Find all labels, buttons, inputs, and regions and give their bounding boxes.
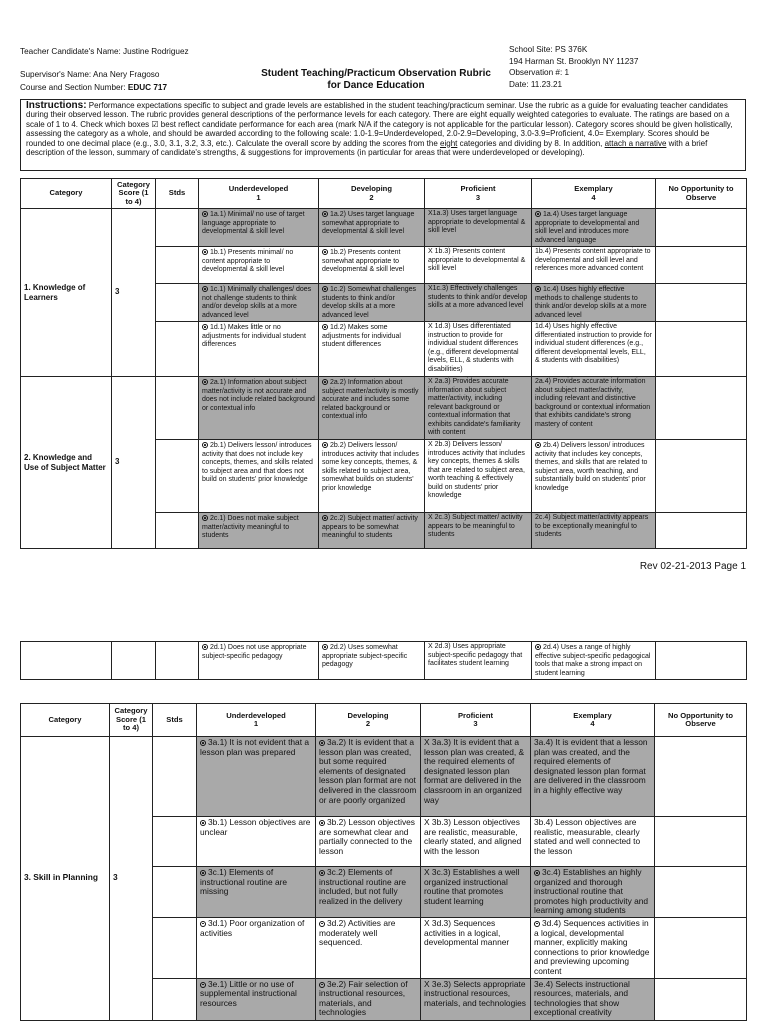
- course-label: Course and Section Number:: [20, 83, 126, 92]
- col-proficient: [421, 704, 531, 737]
- bullet-icon: [322, 249, 328, 255]
- bullet-icon: [322, 211, 328, 217]
- rubric-cell: [531, 737, 655, 817]
- rubric-cell: [532, 322, 656, 377]
- no-opportunity-cell: [656, 247, 747, 284]
- rubric-cell: [199, 377, 319, 440]
- criterion-1b1: 1b.1) Presents minimal/ no content appropriate to developmental & skill level: [202, 249, 294, 273]
- rubric-continuation-table: [20, 641, 747, 680]
- col-exemplary: [532, 179, 656, 209]
- stds-cell: [153, 867, 197, 918]
- criterion-2c4: 2c.4) Subject matter/activity appears to be exceptionally meaningful to students: [535, 514, 649, 538]
- instructions-text-2: categories and dividing by 8. In addition,: [457, 138, 605, 148]
- rubric-cell: [197, 867, 316, 918]
- table-row: [21, 642, 747, 680]
- proficient-label: Proficient: [457, 710, 494, 720]
- col-no-opportunity: No Opportunity to Observe: [655, 704, 747, 737]
- stds-cell: [156, 284, 199, 322]
- rubric-cell: [319, 322, 425, 377]
- bullet-icon: [322, 286, 328, 292]
- course-section: [20, 81, 167, 94]
- observation-date: Date: 11.23.21: [509, 79, 563, 89]
- bullet-icon: [322, 515, 328, 521]
- rubric-cell: [531, 817, 655, 867]
- criterion-3b4: 3b.4) Lesson objectives are realistic, measurable, clearly stated and well connected to the lesson: [534, 817, 641, 856]
- rubric-cell: [319, 642, 425, 680]
- rubric-cell: [199, 642, 319, 680]
- bullet-icon: [202, 442, 208, 448]
- rubric-cell: [532, 209, 656, 247]
- bullet-icon: [535, 211, 541, 217]
- school-info: [509, 44, 638, 90]
- rubric-cell: [421, 867, 531, 918]
- rubric-cell: [316, 978, 421, 1020]
- criterion-3c3: X 3c.3) Establishes a well organized instructional routine that promotes student learning: [424, 867, 520, 906]
- bullet-icon: [200, 870, 206, 876]
- col-category: Category: [21, 704, 110, 737]
- bullet-icon: [535, 442, 541, 448]
- category-2-name: 2. Knowledge and Use of Subject Matter: [21, 377, 112, 549]
- criterion-3c4: 3c.4) Establishes an highly organized and thorough instructional routine that promotes high productivity and learning among students: [534, 867, 649, 916]
- rubric-cell: [319, 377, 425, 440]
- no-opportunity-cell: [655, 817, 747, 867]
- criterion-1c1: 1c.1) Minimally challenges/ does not challenge students to think and/or develop skills at a more advanced level: [202, 286, 312, 319]
- criterion-1b4: 1b.4) Presents content appropriate to developmental and skill level and references more advanced content: [535, 248, 651, 272]
- criterion-1d4: 1d.4) Uses highly effective differentiated instruction to provide for individual student differences (e.g., different developmental levels, ELL, & students with disabilities): [535, 323, 652, 364]
- bullet-icon: [202, 379, 208, 385]
- no-opportunity-cell: [656, 440, 747, 513]
- rubric-cell: [199, 322, 319, 377]
- criterion-1d1: 1d.1) Makes little or no adjustments for individual student differences: [202, 324, 306, 348]
- criterion-2b2: 2b.2) Delivers lesson/ introduces activity that includes some key concepts, themes, & skills related to subject area, somewhat builds on students' prior knowledge: [322, 442, 419, 492]
- criterion-3a1: 3a.1) It is not evident that a lesson plan was prepared: [200, 737, 310, 757]
- table-row: [21, 209, 747, 247]
- bullet-icon: [319, 820, 325, 826]
- category-2-score: 3: [112, 377, 156, 549]
- page-footer: Rev 02-21-2013 Page 1: [639, 561, 746, 572]
- exemplary-num: 4: [591, 192, 596, 202]
- col-proficient: [425, 179, 532, 209]
- criterion-1d2: 1d.2) Makes some adjustments for individual student differences: [322, 324, 401, 348]
- criterion-2c2: 2c.2) Subject matter/ activity appears to be somewhat meaningful to students: [322, 515, 418, 539]
- underdeveloped-label: Underdeveloped: [228, 184, 289, 194]
- rubric-cell: [421, 917, 531, 978]
- instructions-label: Instructions:: [26, 100, 87, 111]
- rubric-cell: [425, 377, 532, 440]
- col-underdeveloped: [199, 179, 319, 209]
- col-score: Category Score (1 to 4): [112, 179, 156, 209]
- underdeveloped-num: 1: [253, 719, 259, 728]
- criterion-3d4: 3d.4) Sequences activities in a logical, developmental manner, explicitly making connections to prior knowledge and previewing upcoming content: [534, 917, 650, 976]
- no-opportunity-cell: [656, 377, 747, 440]
- bullet-icon: [202, 324, 208, 330]
- criterion-1a3: X1a.3) Uses target language appropriate to developmental & skill level: [428, 210, 526, 234]
- rubric-cell: [532, 284, 656, 322]
- table-header-row: [21, 179, 747, 209]
- stds-cell: [156, 513, 199, 549]
- no-opportunity-cell: [655, 867, 747, 918]
- bullet-icon: [202, 515, 208, 521]
- category-1-name: 1. Knowledge of Learners: [21, 209, 112, 377]
- bullet-icon: [319, 870, 325, 876]
- col-underdeveloped: [197, 704, 316, 737]
- bullet-icon: [200, 982, 206, 988]
- stds-cell: [156, 440, 199, 513]
- criterion-3b3: X 3b.3) Lesson objectives are realistic, measurable, clearly stated, and aligned with the lesson: [424, 817, 522, 856]
- criterion-1a1: 1a.1) Minimal/ no use of target language appropriate to developmental & skill level: [202, 211, 305, 235]
- rubric-cell: [319, 440, 425, 513]
- rubric-cell: [532, 642, 656, 680]
- stds-cell: [156, 322, 199, 377]
- rubric-cell: [425, 513, 532, 549]
- instructions-text-3: with a brief description of the lesson, summary of candidate's strengths, & suggestions for improvements (in particular for areas that were underdeveloped or developing).: [26, 138, 708, 158]
- criterion-2a3: X 2a.3) Provides accurate information about subject matter/activity, including relevant background or contextual information that exhibits candidate's familiarity with content: [428, 378, 521, 436]
- rubric-cell: [316, 917, 421, 978]
- rubric-cell: [425, 284, 532, 322]
- criterion-3d3: X 3d.3) Sequences activities in a logical, developmental manner: [424, 917, 510, 948]
- proficient-num: 3: [473, 719, 478, 728]
- col-stds: Stds: [153, 704, 197, 737]
- bullet-icon: [202, 644, 208, 650]
- rubric-cell: [532, 513, 656, 549]
- criterion-2d1: 2d.1) Does not use appropriate subject-specific pedagogy: [202, 644, 307, 660]
- criterion-2b3: X 2b.3) Delivers lesson/ introduces activity that includes key concepts, themes & skills that are related to subject area, worth teaching & effectively build on students' prior knowledge: [428, 441, 525, 499]
- rubric-cell: [421, 737, 531, 817]
- criterion-1d3: X 1d.3) Uses differentiated instruction to provide for individual student differences (e.g., different developmental levels, ELL, & students with disabilities): [428, 323, 519, 373]
- instructions-eight: eight: [440, 138, 458, 148]
- school-address: 194 Harman St. Brooklyn NY 11237: [509, 56, 639, 66]
- rubric-cell: [421, 978, 531, 1020]
- criterion-3d2: 3d.2) Activities are moderately well sequenced.: [319, 917, 396, 948]
- rubric-cell: [425, 642, 532, 680]
- no-opportunity-cell: [655, 737, 747, 817]
- criterion-3d1: 3d.1) Poor organization of activities: [200, 917, 305, 938]
- criterion-1c3: X1c.3) Effectively challenges students to think and/or develop skills at a more advanced level: [428, 285, 528, 309]
- bullet-icon: [202, 249, 208, 255]
- stds-cell: [153, 817, 197, 867]
- criterion-3e4: 3e.4) Selects instructional resources, materials, and technologies that show exceptional creativity: [534, 978, 630, 1018]
- col-no-opportunity: No Opportunity to Observe: [656, 179, 747, 209]
- rubric-cell: [531, 867, 655, 918]
- stds-cell: [156, 377, 199, 440]
- criterion-2a1: 2a.1) Information about subject matter/activity is not accurate and does not include related background or contextual info: [202, 379, 315, 412]
- rubric-cell: [316, 737, 421, 817]
- bullet-icon: [535, 286, 541, 292]
- criterion-3e1: 3e.1) Little or no use of supplemental instructional resources: [200, 978, 297, 1008]
- stds-cell: [153, 917, 197, 978]
- observation-number: Observation #: 1: [509, 68, 570, 77]
- developing-num: 2: [365, 719, 371, 728]
- no-opportunity-cell: [656, 513, 747, 549]
- course-code: EDUC 717: [127, 83, 168, 92]
- rubric-cell: [319, 284, 425, 322]
- no-opportunity-cell: [655, 917, 747, 978]
- underdeveloped-num: 1: [256, 192, 261, 202]
- col-stds: Stds: [156, 179, 199, 209]
- developing-label: Developing: [351, 184, 392, 194]
- supervisor-name: Supervisor's Name: Ana Nery Fragoso: [20, 70, 160, 79]
- bullet-icon: [200, 740, 206, 746]
- rubric-cell: [319, 513, 425, 549]
- criterion-1a2: 1a.2) Uses target language somewhat appropriate to developmental & skill level: [322, 211, 415, 235]
- rubric-cell: [425, 440, 532, 513]
- no-opportunity-cell: [656, 322, 747, 377]
- col-exemplary: [531, 704, 655, 737]
- bullet-icon: [535, 644, 541, 650]
- rubric-cell: [199, 284, 319, 322]
- bullet-icon: [322, 379, 328, 385]
- criterion-3e2: 3e.2) Fair selection of instructional resources, materials, and technologies: [319, 978, 408, 1018]
- criterion-3a4: 3a.4) It is evident that a lesson plan was created, and the required elements of designated lesson plan format are delivered in the classroom in a highly effective way: [534, 737, 648, 795]
- rubric-cell: [199, 440, 319, 513]
- table-row: [21, 737, 747, 817]
- proficient-label: Proficient: [460, 184, 496, 194]
- candidate-name: Teacher Candidate's Name: Justine Rodriguez: [20, 47, 189, 56]
- criterion-1b3: X 1b.3) Presents content appropriate to developmental & skill level: [428, 248, 526, 272]
- exemplary-label: Exemplary: [573, 710, 612, 720]
- rubric-cell: [425, 322, 532, 377]
- col-score: Category Score (1 to 4): [110, 704, 153, 737]
- stds-cell: [156, 209, 199, 247]
- developing-num: 2: [369, 192, 374, 202]
- instructions-box: [20, 99, 746, 171]
- stds-cell: [153, 737, 197, 817]
- rubric-cell: [197, 817, 316, 867]
- criterion-3a2: 3a.2) It is evident that a lesson plan was created, but some required elements of designated lesson plan format are not delivered in the classroom or are poorly organized: [319, 737, 417, 805]
- criterion-2d3: X 2d.3) Uses appropriate subject-specific pedagogy that facilitates student learning: [428, 643, 523, 667]
- category-cell: [21, 642, 112, 680]
- document-title: [236, 68, 516, 92]
- category-3-score: 3: [110, 737, 153, 1021]
- instructions-text-1: Performance expectations specific to subject and grade levels are established in the student teaching/practicum seminar. Use the rubric as a guide for evaluating teacher candidates during their observed lesson. The rubric provides general descriptions of the performance levels for each category. There are eight equally weighted categories to evaluate. The ratings are based on a scale of 1 to 4. Check which boxes ☑ best reflect candidate performance for each area (mark N/A if the category is not applicable for the particular lesson). Category scores should be given holistically, assessing the category as a whole, and should be awarded according to the following scale: 1.0-1.9=Underdeveloped, 2.0-2.9=Developing, 3.0-3.9=Proficient, 4.0= Exemplary. Scores should be rounded to one decimal place (e.g., 3.0, 3.1, 3.2, 3.3, etc.). Calculate the overall score by adding the scores from the: [26, 101, 733, 148]
- criterion-3a3: X 3a.3) It is evident that a lesson plan was created, & the required elements of designated lesson plan format are delivered in the classroom in an organized way: [424, 737, 525, 805]
- bullet-icon: [200, 921, 206, 927]
- col-developing: [319, 179, 425, 209]
- criterion-2a4: 2a.4) Provides accurate information about subject matter/activity, including relevant and distinctive background or contextual information that exhibits candidate's strong mastery of content: [535, 378, 651, 428]
- bullet-icon: [200, 820, 206, 826]
- developing-label: Developing: [347, 710, 389, 720]
- no-opportunity-cell: [656, 642, 747, 680]
- title-line-1: Student Teaching/Practicum Observation Rubric: [261, 68, 491, 79]
- rubric-cell: [316, 867, 421, 918]
- rubric-cell: [421, 817, 531, 867]
- category-3-name: 3. Skill in Planning: [21, 737, 110, 1021]
- rubric-cell: [532, 247, 656, 284]
- table-header-row: [21, 704, 747, 737]
- no-opportunity-cell: [655, 978, 747, 1020]
- criterion-1a4: 1a.4) Uses target language appropriate to developmental and skill level and introduces more advanced language: [535, 211, 640, 244]
- bullet-icon: [202, 211, 208, 217]
- bullet-icon: [322, 324, 328, 330]
- criterion-2b4: 2b.4) Delivers lesson/ introduces activity that includes key concepts, themes, and skills that are related to subject area, worth teaching, and substantially build on students' prior knowledge: [535, 442, 648, 492]
- criterion-1c2: 1c.2) Somewhat challenges students to think and/or develop skills at a more advanced level: [322, 286, 416, 319]
- bullet-icon: [322, 644, 328, 650]
- rubric-cell: [197, 978, 316, 1020]
- rubric-cell: [531, 978, 655, 1020]
- rubric-cell: [199, 513, 319, 549]
- score-cell: [112, 642, 156, 680]
- underdeveloped-label: Underdeveloped: [226, 710, 286, 720]
- instructions-narrative: attach a narrative: [604, 138, 667, 148]
- rubric-cell: [316, 817, 421, 867]
- criterion-2d2: 2d.2) Uses somewhat appropriate subject-specific pedagogy: [322, 644, 408, 668]
- no-opportunity-cell: [656, 284, 747, 322]
- bullet-icon: [534, 921, 540, 927]
- exemplary-label: Exemplary: [574, 184, 613, 194]
- bullet-icon: [319, 921, 325, 927]
- rubric-cell: [199, 209, 319, 247]
- title-line-2: for Dance Education: [327, 80, 425, 91]
- rubric-cell: [532, 440, 656, 513]
- criterion-2c1: 2c.1) Does not make subject matter/activity meaningful to students: [202, 515, 299, 539]
- rubric-cell: [199, 247, 319, 284]
- exemplary-num: 4: [590, 719, 595, 728]
- criterion-1c4: 1c.4) Uses highly effective methods to challenge students to think and/or develop skills at a more advanced level: [535, 286, 647, 319]
- bullet-icon: [534, 870, 540, 876]
- criterion-1b2: 1b.2) Presents content somewhat appropriate to developmental & skill level: [322, 249, 405, 273]
- rubric-cell: [197, 917, 316, 978]
- rubric-cell: [425, 247, 532, 284]
- col-developing: [316, 704, 421, 737]
- table-row: [21, 377, 747, 440]
- bullet-icon: [202, 286, 208, 292]
- school-site: School Site: PS 376K: [509, 45, 588, 54]
- rubric-table-page-1: [20, 178, 747, 549]
- criterion-2a2: 2a.2) Information about subject matter/activity is mostly accurate and includes some related background or contextual info: [322, 379, 419, 420]
- rubric-cell: [319, 209, 425, 247]
- category-1-score: 3: [112, 209, 156, 377]
- col-category: Category: [21, 179, 112, 209]
- stds-cell: [153, 978, 197, 1020]
- rubric-cell: [319, 247, 425, 284]
- rubric-cell: [531, 917, 655, 978]
- rubric-cell: [197, 737, 316, 817]
- criterion-3b2: 3b.2) Lesson objectives are somewhat clear and partially connected to the lesson: [319, 817, 415, 856]
- rubric-table-page-2: [20, 703, 747, 1021]
- proficient-num: 3: [475, 192, 481, 202]
- bullet-icon: [319, 740, 325, 746]
- criterion-3c1: 3c.1) Elements of instructional routine are missing: [200, 867, 288, 897]
- criterion-3c2: 3c.2) Elements of instructional routine are included, but not fully realized in the delivery: [319, 867, 407, 906]
- bullet-icon: [322, 442, 328, 448]
- criterion-2b1: 2b.1) Delivers lesson/ introduces activity that does not include key concepts, themes, and skills related to subject area and that does not build on students' prior knowledge: [202, 442, 313, 483]
- criterion-3e3: X 3e.3) Selects appropriate instructional resources, materials, and technologies: [424, 978, 526, 1008]
- criterion-3b1: 3b.1) Lesson objectives are unclear: [200, 817, 311, 837]
- rubric-cell: [532, 377, 656, 440]
- rubric-cell: [425, 209, 532, 247]
- stds-cell: [156, 247, 199, 284]
- stds-cell: [156, 642, 199, 680]
- bullet-icon: [319, 982, 325, 988]
- criterion-2d4: 2d.4) Uses a range of highly effective subject-specific pedagogical tools that make a strong impact on student learning: [535, 644, 651, 677]
- no-opportunity-cell: [656, 209, 747, 247]
- criterion-2c3: X 2c.3) Subject matter/ activity appears to be meaningful to students: [428, 514, 523, 538]
